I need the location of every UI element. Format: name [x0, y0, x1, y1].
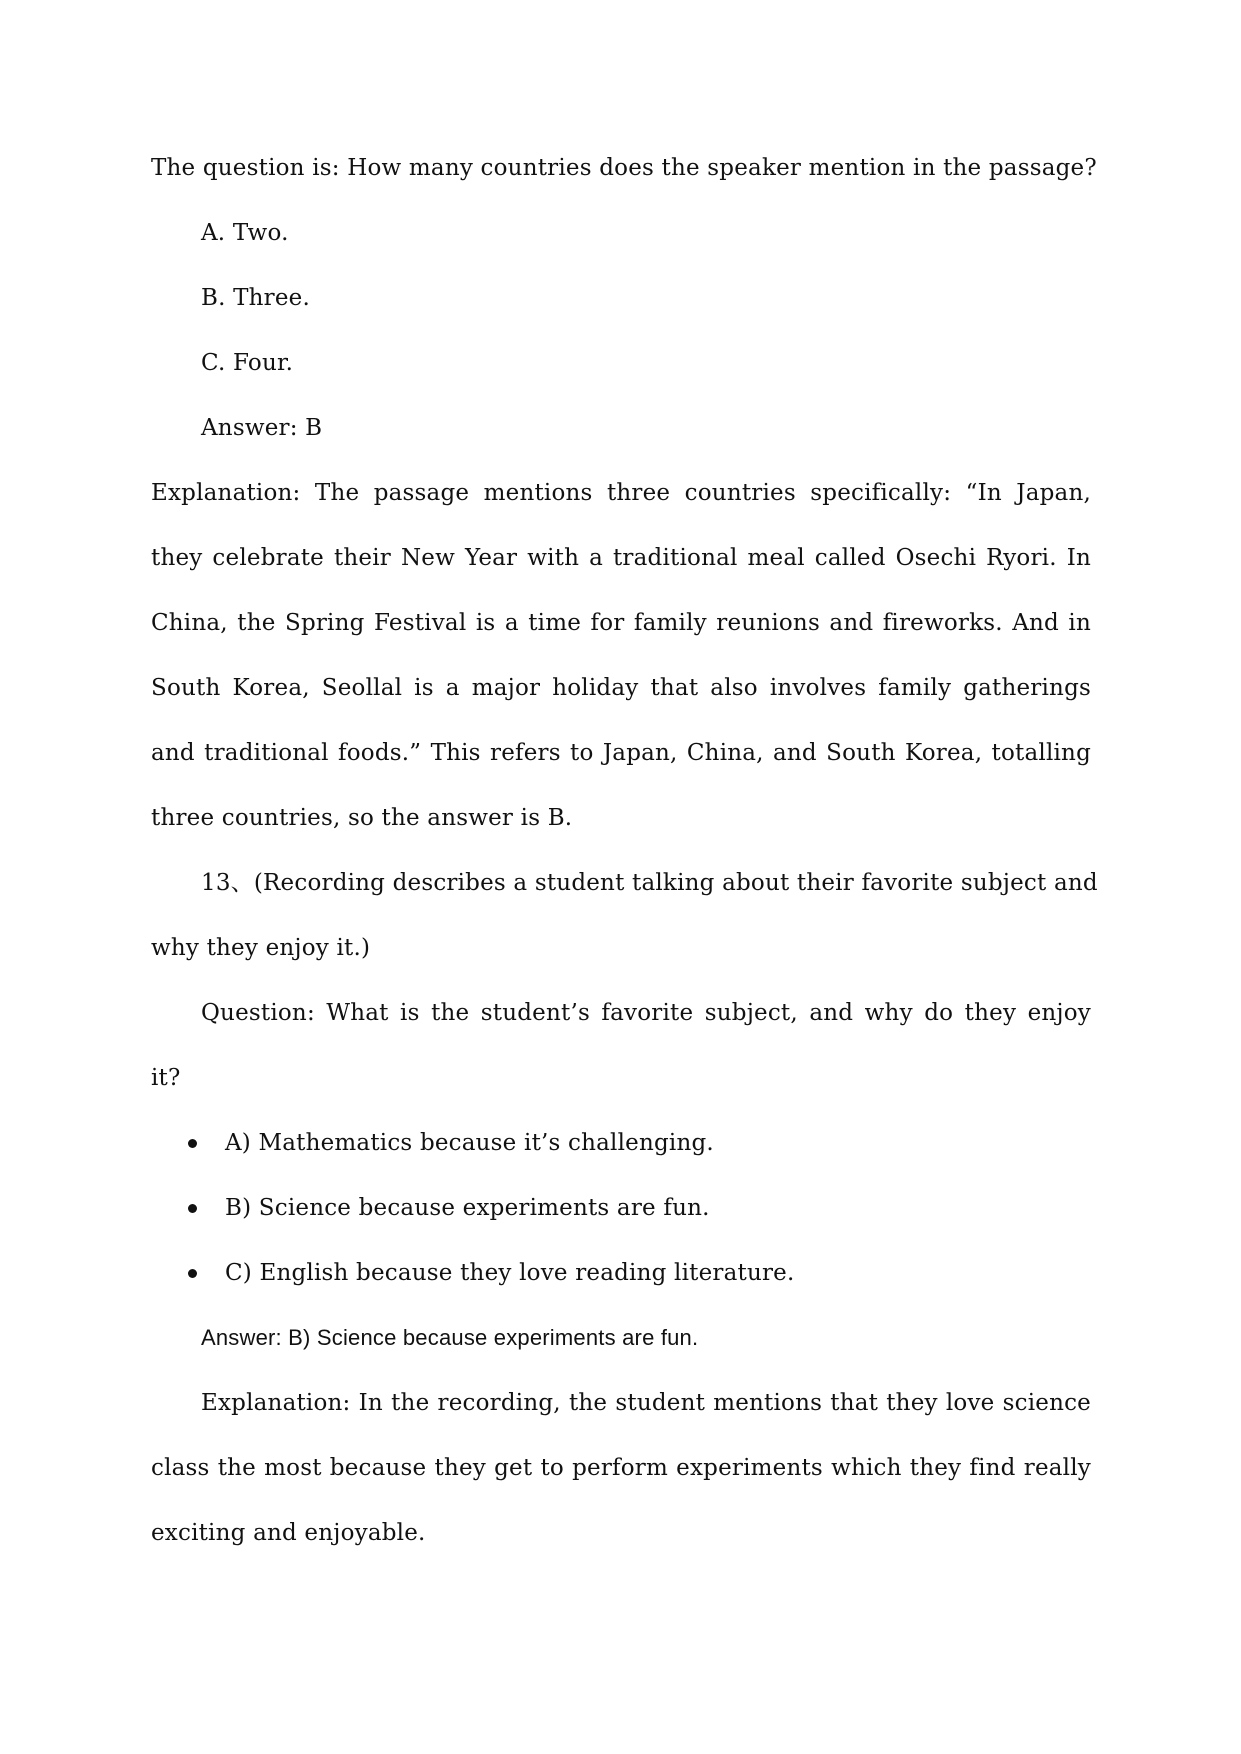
- bullet-dot: [188, 1269, 197, 1278]
- option-13-a: A) Mathematics because it’s challenging.: [225, 1130, 714, 1156]
- explanation-12-line-3: China, the Spring Festival is a time for family reunions and fireworks. And in: [151, 610, 1091, 636]
- explanation-12-line-6: three countries, so the answer is B.: [151, 805, 573, 831]
- bullet-dot: [188, 1139, 197, 1148]
- option-13-b: B) Science because experiments are fun.: [225, 1195, 710, 1221]
- answer-13: Answer: B) Science because experiments are fun.: [201, 1325, 699, 1350]
- option-c: C. Four.: [201, 350, 294, 376]
- explanation-12-line-4: South Korea, Seollal is a major holiday that also involves family gatherings: [151, 675, 1091, 701]
- question-13-text-line-2: it?: [151, 1065, 181, 1091]
- question-13-text-line-1: Question: What is the student’s favorite subject, and why do they enjoy: [201, 1000, 1091, 1026]
- answer-12: Answer: B: [201, 415, 323, 441]
- question-13-intro-line-1: 13、(Recording describes a student talking about their favorite subject and: [201, 870, 1098, 896]
- option-b: B. Three.: [201, 285, 311, 311]
- question-13-intro-line-2: why they enjoy it.): [151, 935, 371, 961]
- explanation-12-line-5: and traditional foods.” This refers to Japan, China, and South Korea, totalling: [151, 740, 1091, 766]
- explanation-12-line-2: they celebrate their New Year with a traditional meal called Osechi Ryori. In: [151, 545, 1091, 571]
- option-a: A. Two.: [201, 220, 289, 246]
- explanation-13-line-3: exciting and enjoyable.: [151, 1520, 426, 1546]
- explanation-13-line-1: Explanation: In the recording, the student mentions that they love science: [201, 1390, 1091, 1416]
- question-12-text: The question is: How many countries does the speaker mention in the passage?: [151, 155, 1097, 181]
- option-13-c: C) English because they love reading literature.: [225, 1260, 795, 1286]
- explanation-12-line-1: Explanation: The passage mentions three countries specifically: “In Japan,: [151, 480, 1091, 506]
- bullet-dot: [188, 1204, 197, 1213]
- explanation-13-line-2: class the most because they get to perform experiments which they find really: [151, 1455, 1091, 1481]
